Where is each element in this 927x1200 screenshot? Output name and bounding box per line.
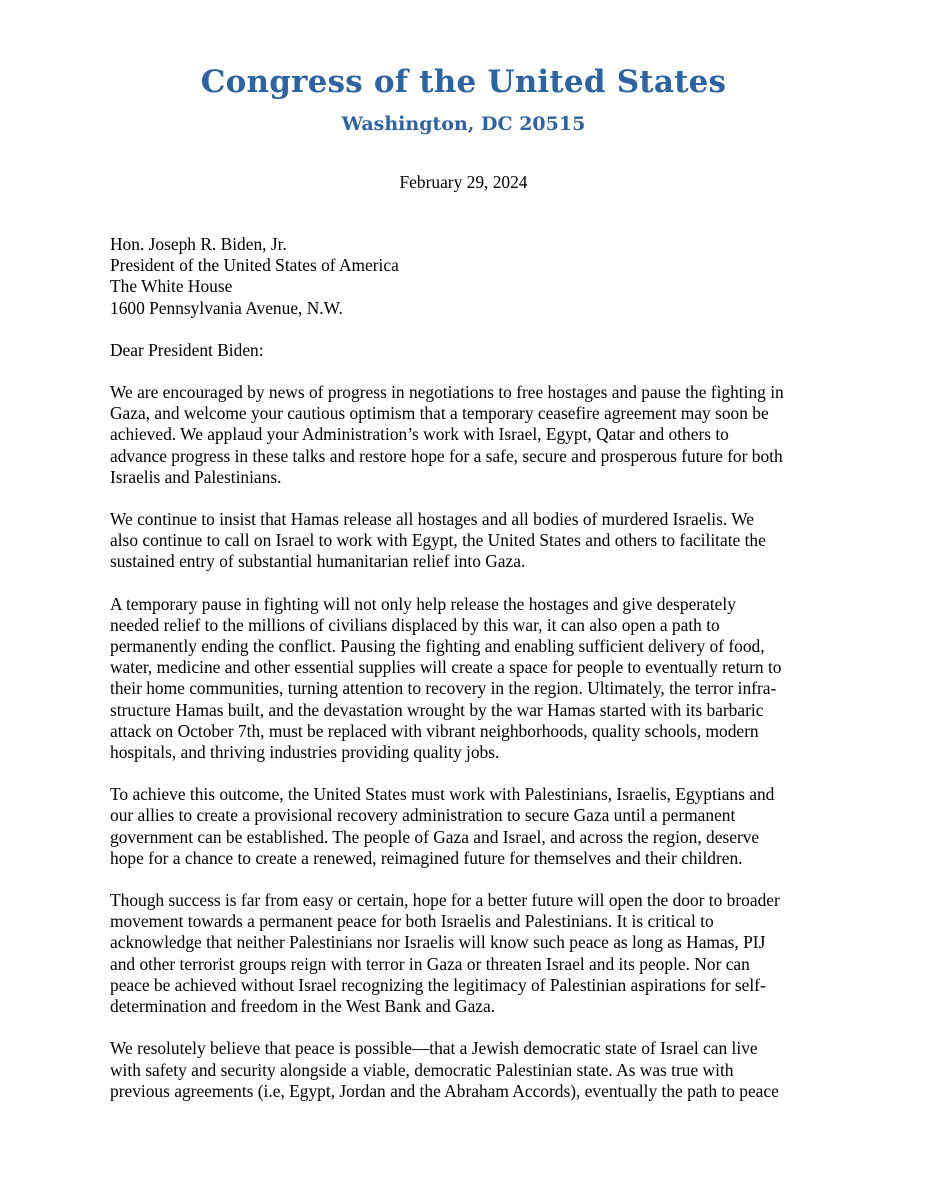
paragraph-line: We resolutely believe that peace is possible—that a Jewish democratic state of Israel can live (110, 1038, 758, 1059)
paragraph (110, 890, 832, 1017)
salutation: Dear President Biden: (110, 339, 264, 360)
paragraph-line: with safety and security alongside a viable, democratic Palestinian state. As was true with (110, 1059, 734, 1080)
paragraph-line: water, medicine and other essential supplies will create a space for people to eventually return to (110, 657, 782, 678)
letterhead (0, 62, 927, 136)
paragraph (110, 1038, 832, 1102)
address-line: The White House (110, 276, 233, 297)
paragraph-line: government can be established. The people of Gaza and Israel, and across the region, deserve (110, 826, 760, 847)
address-line: Hon. Joseph R. Biden, Jr. (110, 234, 287, 254)
paragraph-line: advance progress in these talks and restore hope for a safe, secure and prosperous future for both (110, 445, 783, 466)
paragraph-line: Israelis and Palestinians. (110, 466, 282, 487)
paragraph-line: We are encouraged by news of progress in negotiations to free hostages and pause the fighting in (110, 382, 784, 403)
paragraph-line: peace be achieved without Israel recognizing the legitimacy of Palestinian aspirations for self- (110, 974, 766, 995)
paragraph-line: determination and freedom in the West Bank and Gaza. (110, 996, 496, 1017)
letter-body (110, 234, 832, 1102)
paragraph (110, 784, 832, 869)
paragraph-line: movement towards a permanent peace for both Israelis and Palestinians. It is critical to (110, 911, 714, 932)
paragraph-line: also continue to call on Israel to work with Egypt, the United States and others to facilitate the (110, 530, 766, 551)
recipient-address (110, 234, 832, 319)
paragraph-line: Gaza, and welcome your cautious optimism that a temporary ceasefire agreement may soon be (110, 403, 769, 424)
paragraph-line: To achieve this outcome, the United States must work with Palestinians, Israelis, Egyptians and (110, 784, 775, 805)
address-line: 1600 Pennsylvania Avenue, N.W. (110, 297, 343, 318)
paragraph-line: hospitals, and thriving industries providing quality jobs. (110, 742, 500, 763)
letter-date: February 29, 2024 (399, 172, 528, 192)
paragraph-line: permanently ending the conflict. Pausing the fighting and enabling sufficient delivery of food, (110, 636, 765, 657)
paragraph-line: their home communities, turning attention to recovery in the region. Ultimately, the terror infra- (110, 678, 777, 699)
paragraph-line: and other terrorist groups reign with terror in Gaza or threaten Israel and its people. Nor can (110, 953, 750, 974)
paragraph-line: our allies to create a provisional recovery administration to secure Gaza until a permanent (110, 805, 736, 826)
paragraph-line: acknowledge that neither Palestinians nor Israelis will know such peace as long as Hamas, PIJ (110, 932, 766, 953)
paragraph-line: hope for a chance to create a renewed, reimagined future for themselves and their children. (110, 847, 743, 868)
paragraph-line: Though success is far from easy or certain, hope for a better future will open the door to broader (110, 890, 780, 911)
paragraph-line: A temporary pause in fighting will not only help release the hostages and give desperately (110, 593, 736, 614)
letterhead-title: Congress of the United States (200, 64, 727, 100)
paragraph-line: needed relief to the millions of civilians displaced by this war, it can also open a path to (110, 614, 720, 635)
paragraph-line: sustained entry of substantial humanitarian relief into Gaza. (110, 551, 526, 572)
paragraph (110, 594, 832, 764)
letterhead-subtitle: Washington, DC 20515 (341, 113, 586, 135)
paragraph (110, 509, 832, 573)
address-line: President of the United States of America (110, 255, 399, 276)
paragraph-line: achieved. We applaud your Administration’s work with Israel, Egypt, Qatar and others to (110, 424, 729, 445)
paragraph-line: structure Hamas built, and the devastation wrought by the war Hamas started with its barbaric (110, 699, 764, 720)
paragraph-line: previous agreements (i.e, Egypt, Jordan and the Abraham Accords), eventually the path to peace (110, 1080, 779, 1101)
paragraph-line: We continue to insist that Hamas release all hostages and all bodies of murdered Israelis. We (110, 509, 755, 530)
paragraph-line: attack on October 7th, must be replaced with vibrant neighborhoods, quality schools, modern (110, 720, 759, 741)
paragraph (110, 382, 832, 488)
